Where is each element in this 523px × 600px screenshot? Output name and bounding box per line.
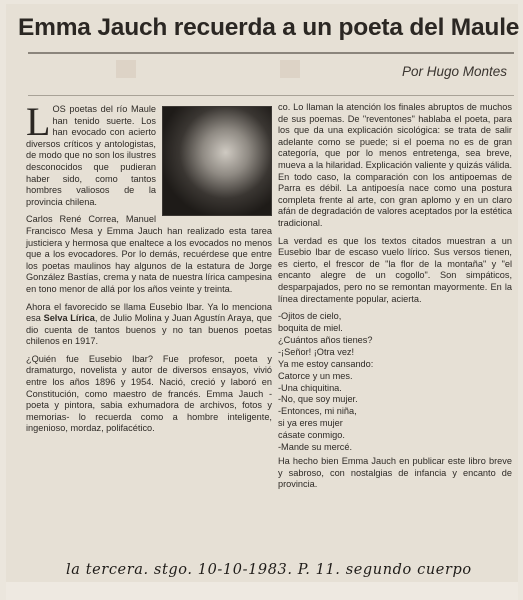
paragraph-text: Ahora el favorecido se llama Eusebio Ibar. Ya lo menciona esa [26,301,272,324]
verse-line: si ya eres mujer [278,418,343,429]
verse-line: -No, que soy mujer. [278,394,358,405]
verse-line: Ya me estoy cansando: [278,358,374,369]
paragraph: co. Lo llaman la atención los finales abruptos de muchos de sus poemas. De "reventones" hablaba el poeta, para los que da una explicación sicológica: se trata de salir adelante como se puede; si el poema no es de gran categoría, que por lo menos entretenga, sea breve, mueva a la hilaridad. Explicación valiente y quizás válida. En todo caso, la comparación con los antipoemas de Parra es débil. La antipoesía nace como una postura completa frente al arte, con gran aplomo y en un claro afán de degradación de valores aceptados por la estética tradicional. [278,102,512,228]
headline-rule [28,52,514,54]
verse-line: -Entonces, mi niña, [278,406,357,417]
poem-excerpt [278,311,512,454]
paragraph: ¿Quién fue Eusebio Ibar? Fue profesor, poeta y dramaturgo, novelista y autor de diversos ensayos, vivió entre los años 1896 y 1954. Nació, creció y laboró en Constitución, como maestro de francés. Emma Jauch -poeta y pintora, sabia exhumadora de archivos, fotos y memorias- lo recuerda como a hombre inteligente, ingenioso, mordaz, polifacético. [26,353,272,434]
paper-stain [280,60,300,78]
paragraph: La verdad es que los textos citados muestran a un Eusebio Ibar de escaso vuelo lírico. Sus versos tienen, es cierto, el frescor de "la flor de la montaña" y "el encanto alegre de un cogollo". Son simpáticos, desparpajados, pero no se remontan mayormente. En la línea directamente popular, acierta. [278,235,512,304]
verse-line: -Ojitos de cielo, [278,311,342,322]
paragraph [26,302,272,348]
byline: Por Hugo Montes [401,64,507,79]
verse-line: -Mande su mercé. [278,442,353,453]
paragraph-text: , de Julio Molina y Juan Agustín Araya, que dio cuenta de tantos buenos y no tan buenos poetas chilenos en 1917. [26,313,272,347]
drop-cap: L [26,99,51,144]
author-portrait-photo [162,106,272,216]
paragraph: Ha hecho bien Emma Jauch en publicar este libro breve y sabroso, con nostalgias de infancia y encanto de provincia. [278,455,512,490]
paragraph-text: OS poetas del río Maule han tenido suerte. Los han evocado con acierto diversos críticos y antologistas, de modo que no son los ilustres desconocidos que pudieran haber sido, como tantos hombres valiosos de la provincia chilena. [26,104,156,207]
paper-stain [116,60,136,78]
headline: Emma Jauch recuerda a un poeta del Maule [18,14,520,41]
verse-line: boquita de miel. [278,323,343,333]
paragraph: Carlos René Correa, Manuel Francisco Mesa y Emma Jauch han realizado esta tarea justiciera y hermosa que enaltece a los evocados no menos que a los evocadores. Por lo demás, recuérdese que entre los poetas maulinos hay algunos de la estatura de Jorge González Bastías, crema y nata de nuestra lírica campesina en tono menor de allá por los años veinte y treinta. [26,214,272,294]
handwritten-source-note: la tercera. stgo. 10-10-1983. P. 11. segundo cuerpo [66,562,472,578]
verse-line: ¿Cuántos años tienes? [278,334,373,345]
article-column-left [26,99,272,441]
byline-rule [28,95,514,96]
verse-line: cásate conmigo. [278,430,345,441]
verse-line: Catorce y un mes. [278,370,353,381]
page-margin [6,582,518,600]
verse-line: -Una chiquitina. [278,382,342,393]
article-column-right [278,102,512,497]
verse-line: -¡Señor! ¡Otra vez! [278,346,355,357]
book-title: Selva Lírica [43,313,95,324]
